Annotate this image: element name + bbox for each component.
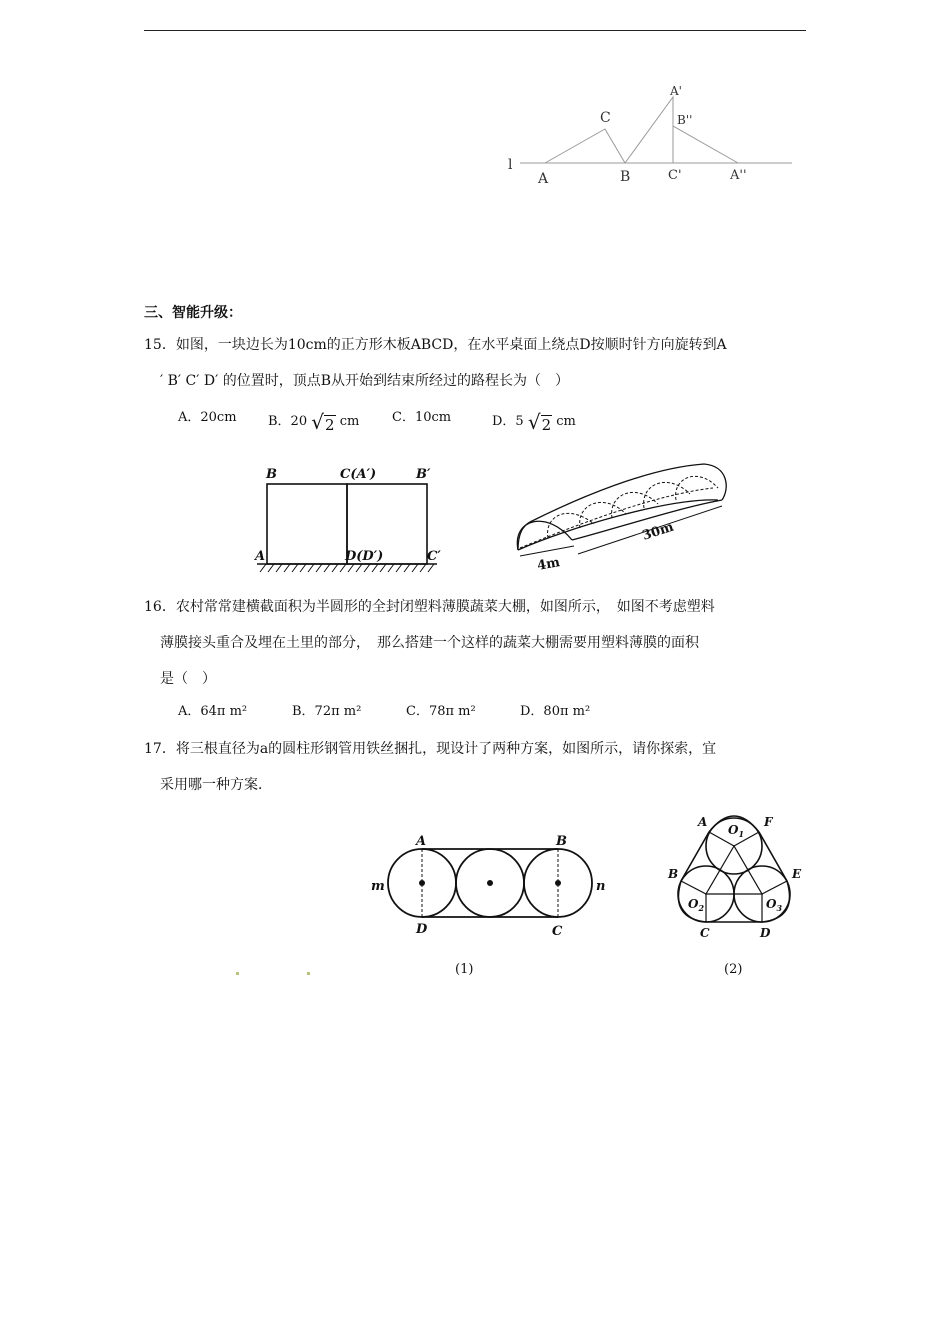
triangle-rotation-figure [500,80,800,190]
center-dot-right [555,880,561,886]
center-dot-middle [487,880,493,886]
q15-option-b: B．20 √2 cm [268,406,359,430]
label-f: F [764,815,773,829]
sqrt-symbol: √2 [527,410,552,434]
label-a: A [255,549,266,564]
label-d: D [760,926,771,940]
label-c-a-prime: C(A′) [340,467,377,482]
label-c-prime: C′ [427,549,441,564]
label-30m: 30m [640,519,676,544]
triangle-abc [545,129,625,163]
section-title: 三、智能升级： [144,305,242,321]
dimension-lines [520,506,722,556]
label-n: n [596,879,606,894]
label-a-prime: A' [670,84,682,98]
label-c: C [552,924,563,938]
center-dot-left [419,880,425,886]
label-d-d-prime: D(D′) [345,549,384,564]
sqrt-symbol: √2 [311,410,335,434]
label-a: A [538,171,549,187]
q17-line2: 采用哪一种方案． [160,777,272,793]
q17-line1: 17．将三根直径为a的圆柱形钢管用铁丝捆扎，现设计了两种方案，如图所示，请你探索，宜 [144,741,717,757]
header-rule [144,30,806,31]
label-c-prime: C' [668,168,682,183]
scan-speck [236,972,239,975]
label-a: A [416,834,427,849]
square-abcd [267,484,347,564]
q16-option-a: A．64π m² [178,704,248,719]
triangle-rotated-2 [673,126,738,163]
table-hatch [260,564,434,572]
label-a-double-prime: A'' [730,168,747,183]
label-c: C [700,926,710,940]
q16-option-d: D．80π m² [520,704,591,719]
label-b: B [556,834,567,849]
bundle-scheme-1-figure [366,828,616,938]
label-e: E [792,867,802,881]
q16-line2: 薄膜接头重合及埋在土里的部分， 那么搭建一个这样的蔬菜大棚需要用塑料薄膜的面积 [160,635,699,651]
label-l: l [508,157,513,173]
label-b: B [668,867,679,881]
label-b-double-prime: B'' [677,113,693,127]
label-m: m [371,879,385,894]
q15-option-d: D．5 √2 cm [492,406,576,430]
triangle-rotated-1 [625,97,673,163]
label-a: A [698,815,708,829]
square-board-figure [252,460,452,578]
q16-line3: 是（ ） [160,671,216,687]
bundle-scheme-2-figure [664,806,810,940]
label-4m: 4m [536,555,562,574]
q15-line1: 15．如图，一块边长为10cm的正方形木板ABCD，在水平桌面上绕点D按顺时针方向旋转到A [144,337,727,353]
q15-option-a: A．20cm [178,410,237,425]
label-o1: $O_1$ [728,823,745,839]
figure-caption-2: (2) [724,962,743,977]
label-c: C [600,110,611,126]
label-b: B [620,169,631,185]
q16-option-b: B．72π m² [292,704,362,719]
q16-option-c: C．78π m² [406,704,476,719]
q16-line1: 16．农村常常建横截面积为半圆形的全封闭塑料薄膜蔬菜大棚，如图所示， 如图不考虑塑料 [144,599,715,615]
greenhouse-figure [508,458,738,576]
q15-option-c: C．10cm [392,410,452,425]
label-o3: $O_3$ [766,897,783,913]
label-d: D [416,922,428,937]
label-b: B [266,467,277,482]
label-o2: $O_2$ [688,897,705,913]
scan-speck [307,972,310,975]
figure-caption-1: (1) [455,962,474,977]
label-b-prime: B′ [416,467,431,482]
q15-line2: ′ B′ C′ D′ 的位置时，顶点B从开始到结束所经过的路程长为（ ） [160,373,570,389]
